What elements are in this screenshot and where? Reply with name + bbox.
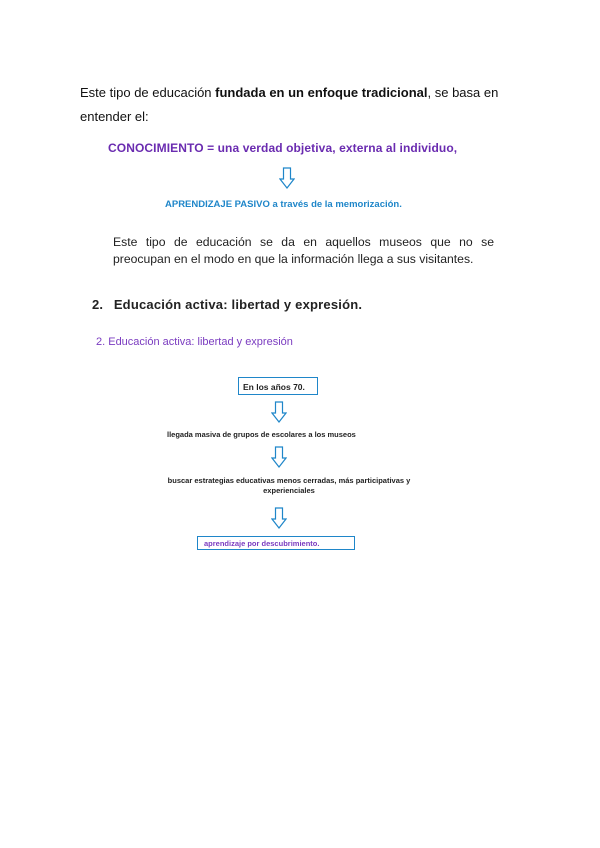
- down-arrow-icon: [279, 167, 295, 189]
- intro-bold: fundada en un enfoque tradicional: [215, 85, 428, 100]
- section-title: Educación activa: libertad y expresión.: [113, 297, 363, 312]
- section-subheading: 2. Educación activa: libertad y expresión: [96, 336, 293, 348]
- intro-prefix: Este tipo de educación: [80, 85, 216, 100]
- down-arrow-icon: [271, 401, 287, 423]
- intro-suffix: , se basa en entender el:: [80, 85, 499, 124]
- step-box-years-70: En los años 70.: [238, 377, 318, 395]
- intro-paragraph: [80, 81, 528, 129]
- passive-learning-text: APRENDIZAJE PASIVO a través de la memorización.: [165, 199, 402, 210]
- section-number: 2.: [92, 297, 104, 312]
- description-paragraph: Este tipo de educación se da en aquellos museos que no se preocupan en el modo en que la información llega a sus visitantes.: [113, 235, 494, 266]
- concept-text: CONOCIMIENTO = una verdad objetiva, externa al individuo,: [108, 141, 458, 155]
- down-arrow-icon: [271, 446, 287, 468]
- step-strategies: buscar estrategias educativas menos cerradas, más participativas y experienciales: [167, 476, 411, 495]
- down-arrow-icon: [271, 507, 287, 529]
- step-box-discovery: aprendizaje por descubrimiento.: [197, 536, 355, 550]
- step-school-groups: llegada masiva de grupos de escolares a los museos: [167, 430, 356, 439]
- section-heading: [92, 297, 362, 312]
